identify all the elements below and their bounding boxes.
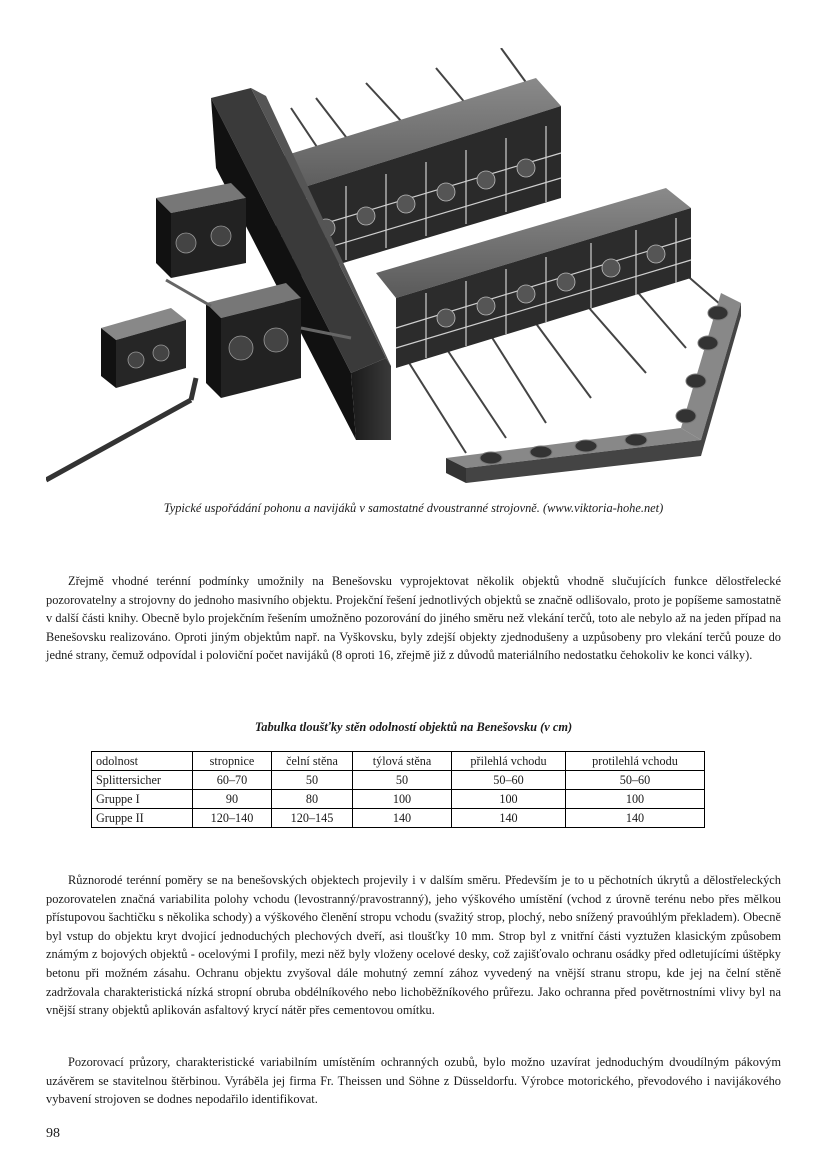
- header-cell: přilehlá vchodu: [452, 752, 566, 771]
- table-cell: Gruppe II: [92, 809, 193, 828]
- table-cell: 50–60: [452, 771, 566, 790]
- header-cell: stropnice: [193, 752, 272, 771]
- paragraph-1: Zřejmě vhodné terénní podmínky umožnily na Benešovsku vyprojektovat několik objektů vhodně slučujících funkce dělostřelecké pozorovatelny a strojovny do jednoho masivního objektu. Projekční řešení jednotlivých objektů se značně odlišovalo, proto je popíšeme samostatně v další části knihy. Obecně bylo projekčním řešením umožněno pozorování do jiného směru než vlekání terčů, toto ale nebylo až na jeden případ na Benešovsku realizováno. Oproti jiným objektům např. na Vyškovsku, byly zdejší objekty zjednodušeny a uzpůsobeny pro vlekání terčů pouze do jedné strany, čemuž odpovídal i poloviční počet navijáků (8 oproti 16, zřejmě již z důvodů materiálního nedostatku čehokoliv ke konci války).: [46, 574, 781, 663]
- table-cell: Gruppe I: [92, 790, 193, 809]
- table-cell: 50: [272, 771, 353, 790]
- header-cell: odolnost: [92, 752, 193, 771]
- table-row: [92, 809, 705, 828]
- wall-thickness-table: [91, 751, 705, 828]
- table-cell: 120–140: [193, 809, 272, 828]
- table-cell: Splittersicher: [92, 771, 193, 790]
- paragraph-2: Různorodé terénní poměry se na benešovských objektech projevily i v dalším směru. Především je to u pěchotních úkrytů a dělostřeleckých pozorovatelen značná variabilita polohy vchodu (levostranný/pravostranný), jeho výškového umístění (vchod z úrovně terénu nebo přes mělkou přístupovou šachtičku s několika schody) a výškového členění stropu vchodu (svažitý strop, plochý, nebo snížený pravoúhlým překladem). Obecně byl vstup do objektu kryt dvojicí jednoduchých plechových dveří, asi tloušťky 10 mm. Strop byl z vnitřní části vyztužen klasickým způsobem známým z bojových objektů - ocelovými I profily, mezi něž byly vloženy ocelové desky, což zajišťovalo ochranu osádky před odletujícími úštěpky betonu při možném zásahu. Ochranu objektu zvyšoval dále mohutný zemní zához vyvedený na vnější stranu stropu, kde jej na čelní stěně zadržovala charakteristická nízká stropní obruba obdélníkového nebo lichoběžníkového průřezu. Jako ochranna před povětrnostními vlivy byl na vnější strany objektů aplikován asfaltový krycí nátěr přes cementovou omítku.: [46, 873, 781, 1018]
- table-header-row: [92, 752, 705, 771]
- table-cell: 120–145: [272, 809, 353, 828]
- header-cell: týlová stěna: [353, 752, 452, 771]
- table-cell: 140: [452, 809, 566, 828]
- table-cell: 140: [566, 809, 705, 828]
- table-cell: 140: [353, 809, 452, 828]
- table-caption: Tabulka tloušťky stěn odolností objektů na Benešovsku (v cm): [254, 720, 573, 734]
- table-cell: 50: [353, 771, 452, 790]
- header-cell: protilehlá vchodu: [566, 752, 705, 771]
- table-cell: 80: [272, 790, 353, 809]
- table-cell: 90: [193, 790, 272, 809]
- table-row: [92, 771, 705, 790]
- paragraph-3: Pozorovací průzory, charakteristické variabilním umístěním ochranných ozubů, bylo možno uzavírat jednoduchým dvoudílným pákovým uzávěrem se stavitelnou štěrbinou. Vyráběla jej firma Fr. Theissen und Söhne z Düsseldorfu. Výrobce motorického, převodového i navijákového vybavení strojoven se dodnes nepodařilo identifikovat.: [46, 1055, 781, 1107]
- figure-caption: Typické uspořádání pohonu a navijáků v samostatné dvoustranné strojovně. (www.viktoria-hohe.net): [163, 501, 664, 515]
- header-cell: čelní stěna: [272, 752, 353, 771]
- table-cell: 100: [566, 790, 705, 809]
- table-cell: 50–60: [566, 771, 705, 790]
- table-row: [92, 790, 705, 809]
- table-cell: 60–70: [193, 771, 272, 790]
- machine-room-illustration: [46, 48, 781, 488]
- table-cell: 100: [452, 790, 566, 809]
- table-cell: 100: [353, 790, 452, 809]
- page-number: 98: [46, 1126, 60, 1141]
